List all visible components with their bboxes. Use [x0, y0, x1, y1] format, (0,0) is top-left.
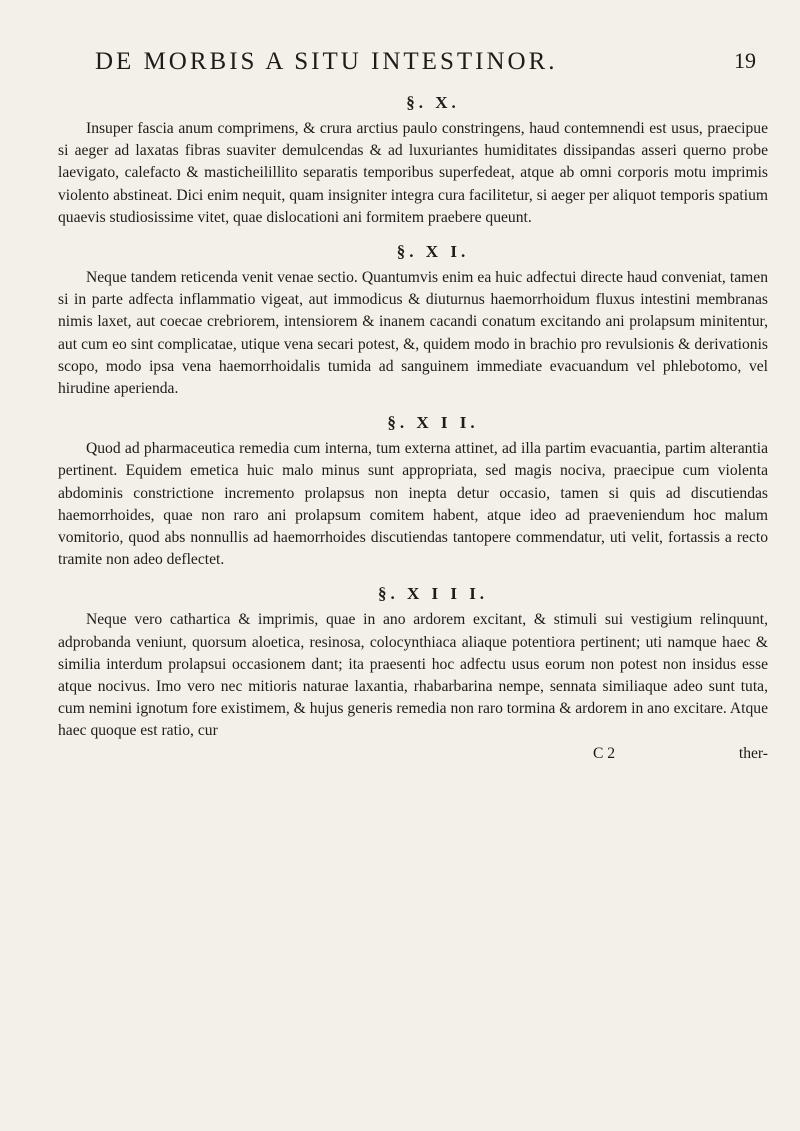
page-number: 19	[734, 48, 756, 73]
running-head	[95, 48, 756, 84]
section-heading-xii: §. X I I.	[387, 413, 479, 433]
section-heading-xiii: §. X I I I.	[377, 584, 489, 604]
section-heading-xi: §. X I.	[396, 242, 470, 262]
footer-line	[58, 743, 768, 765]
text-block	[58, 88, 768, 765]
catchword: ther-	[738, 744, 768, 762]
section-paragraph-xiii: Neque vero cathartica & imprimis, quae in ano ardorem excitant, & stimuli sui vestigium relinquunt, adprobanda veniunt, quorsum aloetica, resinosa, colocynthiaca aliaque potentiora pertinent; uti namque haec & similia interdum prolapsui occasionem dant; ita praesenti hoc adfectu usus eorum non potest non insidus esse atque nocivus. Imo vero nec mitioris naturae laxantia, rhabarbarina nempe, sennata similiaque adeo sunt tuta, cum nemini ignotum fore existimem, & hujus generis remedia non raro tormina & ardorem in ano excitare. Atque haec quoque est ratio, cur	[58, 611, 768, 740]
section-paragraph-xii: Quod ad pharmaceutica remedia cum interna, tum externa attinet, ad illa partim evacuantia, partim alterantia pertinent. Equidem emetica huic malo minus sunt appropriata, sed magis nociva, praecipue cum violenta abdominis constrictione incremento prolapsus non inepta detur occasio, tamen si quis ad discutiendas haemorrhoides, quae non raro ani prolapsum comitem habent, atque ideo ad praeveniendum hoc malum vomitorio, quod abs nonnullis ad haemorrhoides discutiendas tantopere commendatur, uti velit, fortassis a recto tramite non adeo deflectet.	[58, 440, 768, 569]
section-paragraph-xi: Neque tandem reticenda venit venae sectio. Quantumvis enim ea huic adfectui directe haud conveniat, tamen si in parte adfecta inflammatio vigeat, aut immodicus & diuturnus haemorrhoidum fluxus intestini membranas nimis laxet, aut coecae crebriorem, intensiorem & inanem cacandi conatum excitando ani prolapsum minitentur, aut cum eo sint complicatae, utique vena secari potest, &, quidem modo in brachio pro revulsionis & derivationis scopo, modo ipsa vena haemorrhoidalis tumida ad sanguinem immediate evacuandum vel phlebotomo, vel hirudine aperienda.	[58, 269, 768, 398]
section-heading-x: §. X.	[406, 93, 460, 112]
section-paragraph-x: Insuper fascia anum comprimens, & crura arctius paulo constringens, haud contemnendi est usus, praecipue si aeger ad laxatas fibras suaviter demulcendas & ad luxuriantes humiditates dissipandas asseri querno probe laevigato, calefacto & masticheilillito separatis temporibus superfedeat, atque ab omni corporis motu imprimis violento abstineat. Dici enim nequit, quam insigniter integra cura facilitetur, si aeger per aliquot temporis spatium quaevis studiosissime vitet, quae dislocationi ani formitem praebere queunt.	[58, 120, 768, 226]
signature-mark: C 2	[593, 744, 616, 762]
running-title: DE MORBIS A SITU INTESTINOR.	[95, 48, 558, 75]
